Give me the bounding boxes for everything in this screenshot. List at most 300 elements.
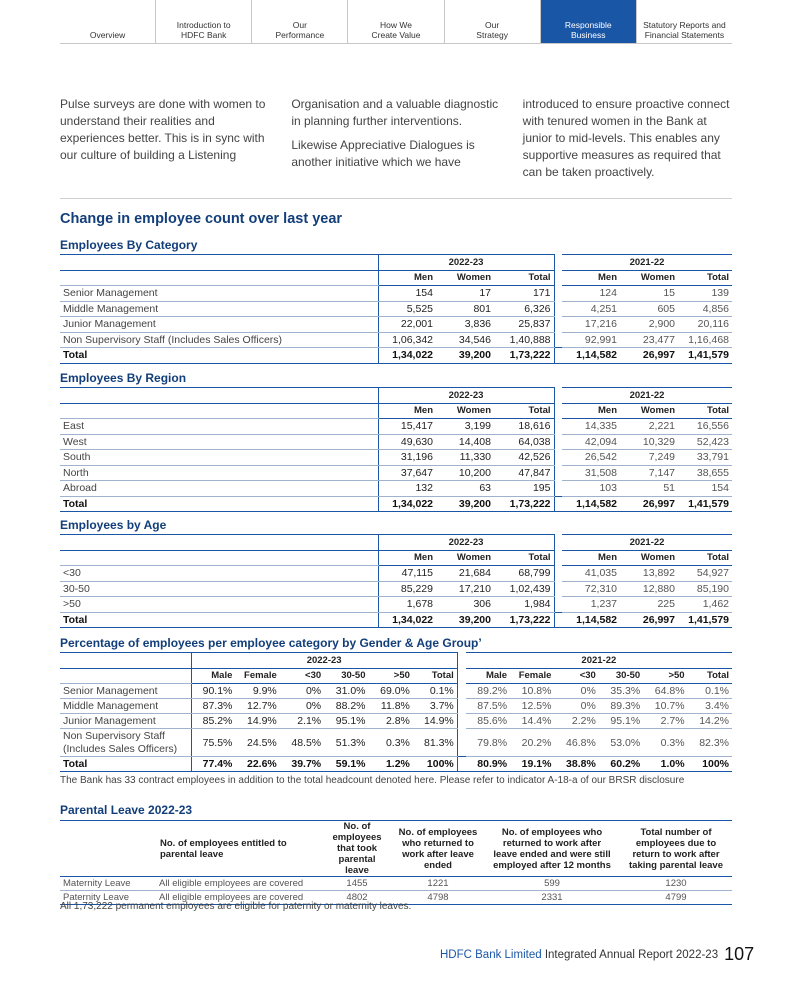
cell-value: 15	[620, 286, 678, 302]
cell-value: 87.3%	[191, 699, 235, 714]
intro-paragraph: Organisation and a valuable diagnostic in planning further interventions.	[291, 97, 499, 128]
total-row	[60, 757, 732, 772]
nav-item-label: Introduction to HDFC Bank	[176, 20, 231, 40]
row-label: Senior Management	[60, 684, 191, 699]
cell-value: 1,34,022	[378, 496, 436, 512]
row-label: Junior Management	[60, 317, 378, 333]
cell-value: 25,837	[494, 317, 554, 333]
column-header-total: Total	[494, 270, 554, 286]
row-label: Junior Management	[60, 714, 191, 729]
cell-value: 12.5%	[510, 699, 554, 714]
cell-value: 85,190	[678, 581, 732, 597]
column-header: No. of employees that took parental leave	[322, 821, 392, 877]
cell-value: 154	[678, 481, 732, 497]
cell-value: 100%	[413, 757, 457, 772]
cell-value: 85,229	[378, 581, 436, 597]
nav-item-label: Our Performance	[275, 20, 325, 40]
column-gap	[554, 301, 562, 317]
parental-leave-title: Parental Leave 2022-23	[60, 803, 193, 817]
cell-value: 46.8%	[554, 729, 598, 757]
cell-value: 24.5%	[235, 729, 279, 757]
column-gap	[457, 653, 465, 669]
column-gap	[457, 699, 465, 714]
column-header-men: Men	[378, 270, 436, 286]
cell-value: 52,423	[678, 434, 732, 450]
cell-value: 39,200	[436, 496, 494, 512]
column-header: 30-50	[599, 668, 643, 684]
nav-item-label: Our Strategy	[476, 20, 508, 40]
table-row	[60, 729, 732, 757]
cell-value: 12,880	[620, 581, 678, 597]
row-label: 30-50	[60, 581, 378, 597]
column-header: Male	[466, 668, 510, 684]
table-row	[60, 566, 732, 582]
row-label: <30	[60, 566, 378, 582]
table-row	[60, 581, 732, 597]
year-header-current: 2022-23	[191, 653, 457, 669]
column-header: Total	[413, 668, 457, 684]
cell-value: 2.2%	[554, 714, 598, 729]
cell-value: 63	[436, 481, 494, 497]
nav-item[interactable]	[60, 0, 155, 43]
cell-value: 39,200	[436, 348, 494, 364]
header-blank	[60, 653, 191, 669]
table-row	[60, 597, 732, 613]
cell-value: 14,408	[436, 434, 494, 450]
column-header-women: Women	[436, 403, 494, 419]
cell-value: 100%	[688, 757, 732, 772]
cell-value: 26,997	[620, 348, 678, 364]
cell-value: 0%	[280, 699, 324, 714]
cell-value: All eligible employees are covered	[156, 891, 322, 905]
cell-value: 14.4%	[510, 714, 554, 729]
cell-value: 1455	[322, 877, 392, 891]
cell-value: 22.6%	[235, 757, 279, 772]
cell-value: 89.3%	[599, 699, 643, 714]
cell-value: 42,526	[494, 450, 554, 466]
row-label: Paternity Leave	[60, 891, 156, 905]
cell-value: 103	[562, 481, 620, 497]
year-header-current: 2022-23	[378, 255, 554, 271]
cell-value: 11,330	[436, 450, 494, 466]
cell-value: 195	[494, 481, 554, 497]
cell-value: 2.7%	[643, 714, 687, 729]
table-row	[60, 877, 732, 891]
row-label: Senior Management	[60, 286, 378, 302]
cell-value: 37,647	[378, 465, 436, 481]
cell-value: 41,035	[562, 566, 620, 582]
cell-value: 0.3%	[643, 729, 687, 757]
cell-value: 306	[436, 597, 494, 613]
cell-value: 7,249	[620, 450, 678, 466]
intro-paragraph: introduced to ensure proactive connect with tenured women in the Bank at junior to mid-levels. This enables any supportive measures as required that can be taken proactively.	[522, 97, 730, 179]
row-label: Total	[60, 496, 378, 512]
column-header: Female	[510, 668, 554, 684]
cell-value: 3,199	[436, 419, 494, 435]
cell-value: 85.6%	[466, 714, 510, 729]
header-blank	[60, 270, 378, 286]
cell-value: 54,927	[678, 566, 732, 582]
column-gap	[457, 684, 465, 699]
divider	[60, 198, 732, 199]
cell-value: 3.7%	[413, 699, 457, 714]
cell-value: 1,40,888	[494, 332, 554, 348]
cell-value: 87.5%	[466, 699, 510, 714]
category-table-title: Employees By Category	[60, 238, 198, 252]
column-header: >50	[643, 668, 687, 684]
cell-value: 1,41,579	[678, 612, 732, 628]
column-header-men: Men	[562, 403, 620, 419]
cell-value: 39,200	[436, 612, 494, 628]
cell-value: 12.7%	[235, 699, 279, 714]
cell-value: 19.1%	[510, 757, 554, 772]
cell-value: 51	[620, 481, 678, 497]
column-header: Female	[235, 668, 279, 684]
cell-value: 1,06,342	[378, 332, 436, 348]
nav-item[interactable]	[444, 0, 540, 43]
cell-value: 14.9%	[235, 714, 279, 729]
cell-value: 85.2%	[191, 714, 235, 729]
header-blank	[60, 821, 156, 877]
column-gap	[554, 550, 562, 566]
percentage-table-title: Percentage of employees per employee category by Gender & Age Group’	[60, 636, 482, 650]
cell-value: 13,892	[620, 566, 678, 582]
column-gap	[554, 597, 562, 613]
cell-value: 1,678	[378, 597, 436, 613]
cell-value: 92,991	[562, 332, 620, 348]
column-header-total: Total	[494, 403, 554, 419]
cell-value: 2331	[484, 891, 620, 905]
cell-value: 1,41,579	[678, 348, 732, 364]
cell-value: 1,73,222	[494, 348, 554, 364]
header-blank	[60, 535, 378, 551]
column-header-women: Women	[620, 270, 678, 286]
column-header-men: Men	[378, 403, 436, 419]
intro-column-3	[523, 96, 732, 181]
cell-value: 4,251	[562, 301, 620, 317]
row-label: East	[60, 419, 378, 435]
cell-value: 48.5%	[280, 729, 324, 757]
cell-value: 139	[678, 286, 732, 302]
employees-by-region-table	[60, 387, 732, 512]
table-row	[60, 419, 732, 435]
cell-value: 1,34,022	[378, 348, 436, 364]
cell-value: 2,221	[620, 419, 678, 435]
year-header-current: 2022-23	[378, 535, 554, 551]
footer-report-title: Integrated Annual Report 2022-23	[541, 949, 719, 961]
cell-value: 2,900	[620, 317, 678, 333]
cell-value: 5,525	[378, 301, 436, 317]
parental-leave-table	[60, 820, 732, 905]
column-header: Total	[688, 668, 732, 684]
cell-value: 68,799	[494, 566, 554, 582]
cell-value: 10,329	[620, 434, 678, 450]
year-header-previous: 2021-22	[562, 535, 732, 551]
cell-value: 1230	[620, 877, 732, 891]
cell-value: 17,216	[562, 317, 620, 333]
cell-value: 26,997	[620, 496, 678, 512]
column-header-total: Total	[678, 550, 732, 566]
cell-value: 1,73,222	[494, 612, 554, 628]
intro-text	[60, 96, 732, 181]
cell-value: 72,310	[562, 581, 620, 597]
table-row	[60, 301, 732, 317]
column-header: 30-50	[324, 668, 368, 684]
table-row	[60, 465, 732, 481]
column-header-total: Total	[678, 403, 732, 419]
column-header-women: Women	[436, 550, 494, 566]
cell-value: 1,14,582	[562, 496, 620, 512]
cell-value: 64.8%	[643, 684, 687, 699]
cell-value: 31,196	[378, 450, 436, 466]
cell-value: 90.1%	[191, 684, 235, 699]
column-gap	[554, 286, 562, 302]
nav-item[interactable]	[251, 0, 347, 43]
cell-value: 35.3%	[599, 684, 643, 699]
intro-column-2	[291, 96, 500, 181]
age-table-title: Employees by Age	[60, 518, 167, 532]
cell-value: 1,41,579	[678, 496, 732, 512]
intro-column-1	[60, 96, 269, 181]
cell-value: 42,094	[562, 434, 620, 450]
cell-value: 51.3%	[324, 729, 368, 757]
row-label: Non Supervisory Staff (Includes Sales Officers)	[60, 729, 191, 757]
cell-value: 1,237	[562, 597, 620, 613]
cell-value: 0.1%	[413, 684, 457, 699]
cell-value: 801	[436, 301, 494, 317]
cell-value: 18,616	[494, 419, 554, 435]
cell-value: 79.8%	[466, 729, 510, 757]
cell-value: 89.2%	[466, 684, 510, 699]
column-gap	[554, 388, 562, 404]
column-header: No. of employees who returned to work after leave ended and were still employed after 12 months	[484, 821, 620, 877]
cell-value: 26,997	[620, 612, 678, 628]
row-label: >50	[60, 597, 378, 613]
header-blank	[60, 388, 378, 404]
cell-value: 31.0%	[324, 684, 368, 699]
cell-value: 1,34,022	[378, 612, 436, 628]
cell-value: 0%	[554, 699, 598, 714]
cell-value: 605	[620, 301, 678, 317]
column-gap	[554, 481, 562, 497]
cell-value: 59.1%	[324, 757, 368, 772]
cell-value: 22,001	[378, 317, 436, 333]
column-gap	[457, 757, 465, 772]
header-blank	[60, 550, 378, 566]
column-gap	[457, 729, 465, 757]
table-row	[60, 684, 732, 699]
column-gap	[554, 332, 562, 348]
column-gap	[457, 668, 465, 684]
column-gap	[554, 566, 562, 582]
nav-item[interactable]	[636, 0, 732, 43]
column-header: Male	[191, 668, 235, 684]
cell-value: 20,116	[678, 317, 732, 333]
cell-value: 0.1%	[688, 684, 732, 699]
column-header-women: Women	[620, 550, 678, 566]
cell-value: 2.1%	[280, 714, 324, 729]
table-row	[60, 286, 732, 302]
column-gap	[554, 450, 562, 466]
row-label: Total	[60, 612, 378, 628]
cell-value: 20.2%	[510, 729, 554, 757]
column-header-women: Women	[436, 270, 494, 286]
cell-value: 11.8%	[369, 699, 413, 714]
cell-value: 26,542	[562, 450, 620, 466]
row-label: North	[60, 465, 378, 481]
column-gap	[554, 434, 562, 450]
percentage-by-gender-age-table	[60, 652, 732, 772]
column-header: No. of employees who returned to work after leave ended	[392, 821, 484, 877]
table-row	[60, 450, 732, 466]
cell-value: 3,836	[436, 317, 494, 333]
column-gap	[457, 714, 465, 729]
cell-value: 0%	[280, 684, 324, 699]
cell-value: 31,508	[562, 465, 620, 481]
cell-value: 225	[620, 597, 678, 613]
footer-brand: HDFC Bank Limited	[440, 949, 542, 961]
employees-by-age-table	[60, 534, 732, 628]
column-gap	[554, 465, 562, 481]
intro-paragraph: Likewise Appreciative Dialogues is another initiative which we have	[291, 138, 475, 169]
cell-value: 132	[378, 481, 436, 497]
employees-by-category-table	[60, 254, 732, 364]
cell-value: 14.2%	[688, 714, 732, 729]
cell-value: 0%	[554, 684, 598, 699]
nav-item[interactable]	[347, 0, 443, 43]
column-header-men: Men	[562, 550, 620, 566]
cell-value: 2.8%	[369, 714, 413, 729]
cell-value: 10.8%	[510, 684, 554, 699]
cell-value: 10,200	[436, 465, 494, 481]
cell-value: 77.4%	[191, 757, 235, 772]
column-header-total: Total	[494, 550, 554, 566]
column-gap	[554, 581, 562, 597]
year-header-previous: 2021-22	[562, 388, 732, 404]
row-label: West	[60, 434, 378, 450]
column-header-women: Women	[620, 403, 678, 419]
cell-value: 10.7%	[643, 699, 687, 714]
table-row	[60, 434, 732, 450]
cell-value: 124	[562, 286, 620, 302]
year-header-previous: 2021-22	[562, 255, 732, 271]
cell-value: 21,684	[436, 566, 494, 582]
header-blank	[60, 255, 378, 271]
cell-value: 47,115	[378, 566, 436, 582]
cell-value: 1,14,582	[562, 612, 620, 628]
column-header: <30	[280, 668, 324, 684]
cell-value: 0.3%	[369, 729, 413, 757]
header-blank	[60, 403, 378, 419]
cell-value: 4799	[620, 891, 732, 905]
column-header-total: Total	[678, 270, 732, 286]
year-header-previous: 2021-22	[466, 653, 732, 669]
row-label: Middle Management	[60, 699, 191, 714]
cell-value: 95.1%	[599, 714, 643, 729]
table-row	[60, 332, 732, 348]
column-header: No. of employees entitled to parental leave	[156, 821, 322, 877]
column-header-men: Men	[562, 270, 620, 286]
cell-value: 4802	[322, 891, 392, 905]
cell-value: 1.2%	[369, 757, 413, 772]
cell-value: 39.7%	[280, 757, 324, 772]
column-gap	[554, 496, 562, 512]
cell-value: 17	[436, 286, 494, 302]
cell-value: 1,14,582	[562, 348, 620, 364]
cell-value: 60.2%	[599, 757, 643, 772]
cell-value: 34,546	[436, 332, 494, 348]
cell-value: 1.0%	[643, 757, 687, 772]
cell-value: 9.9%	[235, 684, 279, 699]
nav-item-label: Statutory Reports and Financial Statements	[643, 20, 726, 40]
cell-value: 14.9%	[413, 714, 457, 729]
contract-note: The Bank has 33 contract employees in addition to the total headcount denoted here. Please refer to indicator A-18-a of our BRSR disclosure	[60, 775, 685, 786]
cell-value: 1,73,222	[494, 496, 554, 512]
cell-value: 6,326	[494, 301, 554, 317]
column-header-men: Men	[378, 550, 436, 566]
cell-value: 69.0%	[369, 684, 413, 699]
row-label: Non Supervisory Staff (Includes Sales Officers)	[60, 332, 378, 348]
cell-value: 154	[378, 286, 436, 302]
cell-value: 4798	[392, 891, 484, 905]
column-header: >50	[369, 668, 413, 684]
section-title: Change in employee count over last year	[60, 211, 343, 227]
cell-value: 1,02,439	[494, 581, 554, 597]
cell-value: 1221	[392, 877, 484, 891]
table-row	[60, 317, 732, 333]
cell-value: 1,462	[678, 597, 732, 613]
page-number: 107	[724, 944, 755, 964]
row-label: Total	[60, 757, 191, 772]
nav-item[interactable]	[155, 0, 251, 43]
cell-value: 53.0%	[599, 729, 643, 757]
cell-value: 15,417	[378, 419, 436, 435]
nav-item-label: How We Create Value	[371, 20, 421, 40]
total-row	[60, 612, 732, 628]
header-blank	[60, 668, 191, 684]
cell-value: 171	[494, 286, 554, 302]
nav-item-label: Responsible Business	[564, 20, 612, 40]
cell-value: 95.1%	[324, 714, 368, 729]
column-gap	[554, 348, 562, 364]
cell-value: 4,856	[678, 301, 732, 317]
cell-value: 75.5%	[191, 729, 235, 757]
column-header: <30	[554, 668, 598, 684]
column-gap	[554, 535, 562, 551]
row-label: Middle Management	[60, 301, 378, 317]
column-gap	[554, 270, 562, 286]
cell-value: 38.8%	[554, 757, 598, 772]
cell-value: 7,147	[620, 465, 678, 481]
cell-value: 64,038	[494, 434, 554, 450]
table-row	[60, 714, 732, 729]
cell-value: 33,791	[678, 450, 732, 466]
nav-item[interactable]	[540, 0, 636, 43]
region-table-title: Employees By Region	[60, 371, 187, 385]
cell-value: 1,984	[494, 597, 554, 613]
row-label: South	[60, 450, 378, 466]
column-gap	[554, 612, 562, 628]
cell-value: 23,477	[620, 332, 678, 348]
cell-value: 81.3%	[413, 729, 457, 757]
cell-value: 3.4%	[688, 699, 732, 714]
page-footer	[440, 944, 754, 965]
cell-value: 599	[484, 877, 620, 891]
table-row	[60, 481, 732, 497]
row-label: Total	[60, 348, 378, 364]
cell-value: 17,210	[436, 581, 494, 597]
cell-value: 49,630	[378, 434, 436, 450]
